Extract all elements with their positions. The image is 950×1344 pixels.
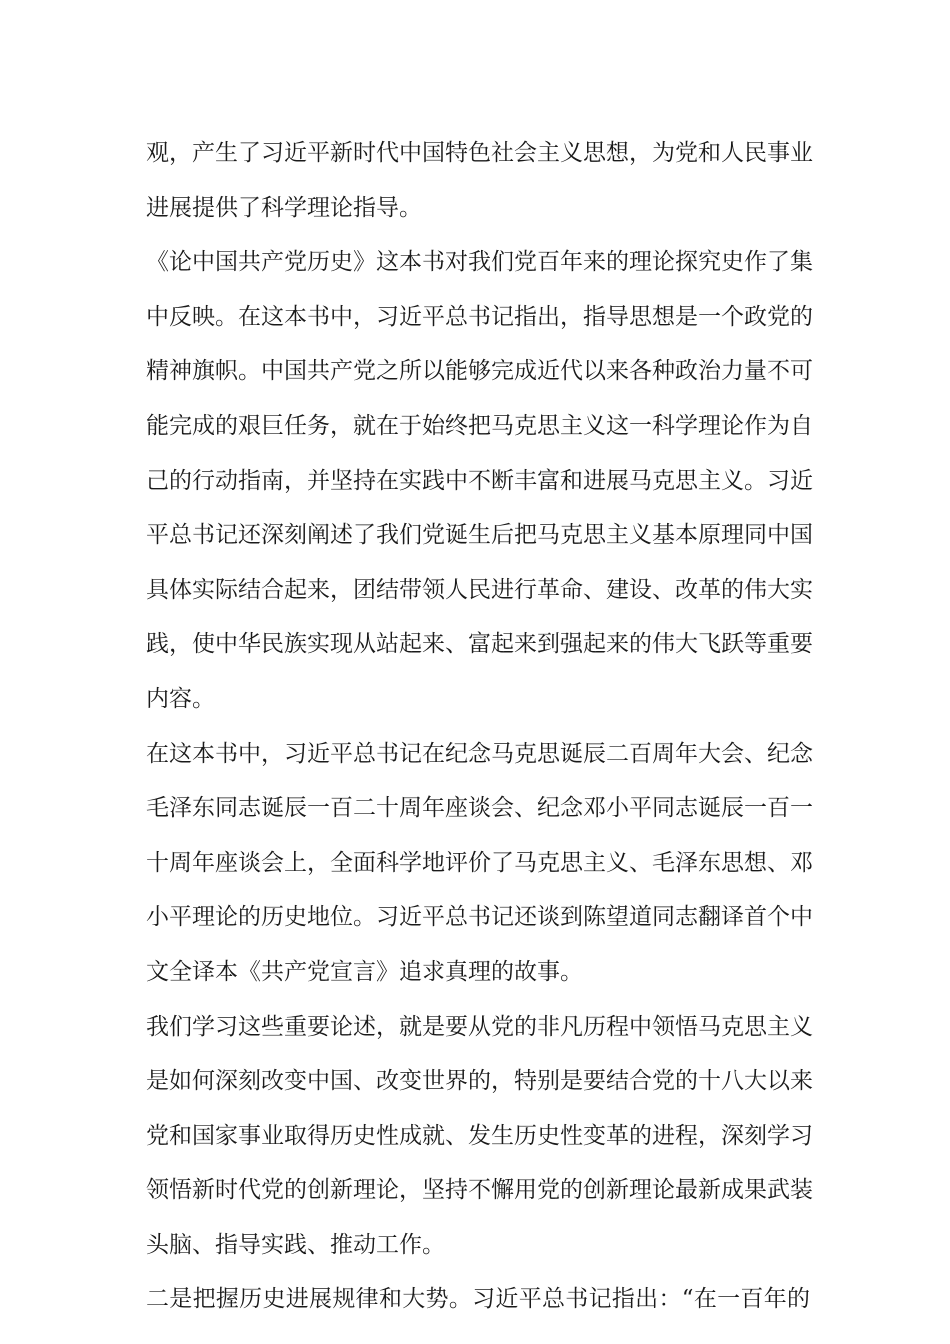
paragraph-1 xyxy=(146,126,813,235)
text-line: 己的行动指南，并坚持在实践中不断丰富和进展马克思主义。习近 xyxy=(146,467,813,494)
document-body xyxy=(146,126,813,1327)
text-line: 头脑、指导实践、推动工作。 xyxy=(146,1231,445,1258)
paragraph-5 xyxy=(146,1272,810,1327)
text-line: 毛泽东同志诞辰一百二十周年座谈会、纪念邓小平同志诞辰一百一 xyxy=(146,795,813,822)
text-line: 十周年座谈会上，全面科学地评价了马克思主义、毛泽东思想、邓 xyxy=(146,849,813,876)
text-line: 在这本书中，习近平总书记在纪念马克思诞辰二百周年大会、纪念 xyxy=(146,740,813,767)
paragraph-2 xyxy=(146,235,813,726)
text-line: 能完成的艰巨任务，就在于始终把马克思主义这一科学理论作为自 xyxy=(146,412,813,439)
text-line: 内容。 xyxy=(146,685,215,712)
text-line: 平总书记还深刻阐述了我们党诞生后把马克思主义基本原理同中国 xyxy=(146,522,813,549)
text-line: 我们学习这些重要论述，就是要从党的非凡历程中领悟马克思主义 xyxy=(146,1013,813,1040)
text-line: 领悟新时代党的创新理论，坚持不懈用党的创新理论最新成果武装 xyxy=(146,1177,813,1204)
text-line: 党和国家事业取得历史性成就、发生历史性变革的进程，深刻学习 xyxy=(146,1122,813,1149)
text-line: 进展提供了科学理论指导。 xyxy=(146,194,422,221)
text-line: 精神旗帜。中国共产党之所以能够完成近代以来各种政治力量不可 xyxy=(146,358,813,385)
text-line: 中反映。在这本书中，习近平总书记指出，指导思想是一个政党的 xyxy=(146,303,813,330)
text-line: 具体实际结合起来，团结带领人民进行革命、建设、改革的伟大实 xyxy=(146,576,813,603)
text-line: 二是把握历史进展规律和大势。习近平总书记指出：“在一百年的 xyxy=(146,1286,810,1313)
text-line: 践，使中华民族实现从站起来、富起来到强起来的伟大飞跃等重要 xyxy=(146,631,813,658)
text-line: 小平理论的历史地位。习近平总书记还谈到陈望道同志翻译首个中 xyxy=(146,904,813,931)
paragraph-3 xyxy=(146,727,813,1000)
paragraph-4 xyxy=(146,1000,813,1273)
text-line: 《论中国共产党历史》这本书对我们党百年来的理论探究史作了集 xyxy=(146,249,813,276)
text-line: 是如何深刻改变中国、改变世界的，特别是要结合党的十八大以来 xyxy=(146,1068,813,1095)
text-line: 文全译本《共产党宣言》追求真理的故事。 xyxy=(146,958,583,985)
text-line: 观，产生了习近平新时代中国特色社会主义思想，为党和人民事业 xyxy=(146,140,813,166)
